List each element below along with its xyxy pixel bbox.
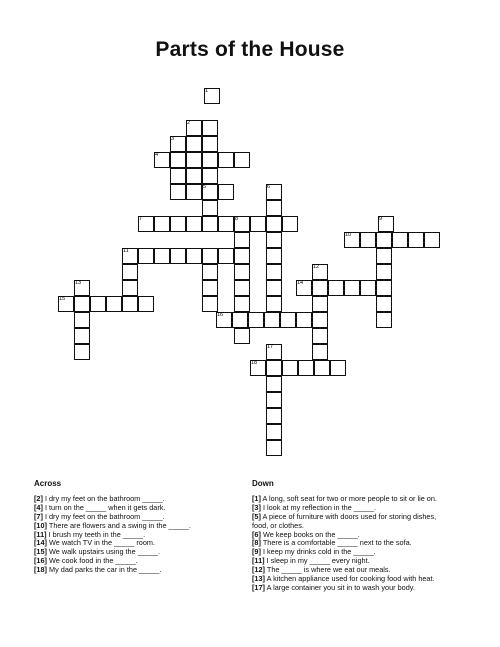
grid-cell[interactable]: [376, 312, 392, 328]
grid-cell[interactable]: [234, 248, 250, 264]
clue-number: 14: [297, 280, 304, 286]
clue-text: I sleep in my _____ every night.: [264, 556, 370, 566]
grid-cell[interactable]: [312, 344, 328, 360]
grid-cell[interactable]: [312, 328, 328, 344]
grid-cell[interactable]: [266, 216, 282, 232]
grid-cell[interactable]: [202, 168, 218, 184]
clue-text: I look at my reflection in the _____.: [260, 502, 377, 512]
clue-number: 13: [75, 280, 82, 286]
clue-number: 8: [235, 216, 239, 222]
clue-number-label: [14]: [34, 538, 47, 548]
grid-cell[interactable]: [232, 312, 248, 328]
clue-number-label: [10]: [34, 520, 47, 530]
grid-cell[interactable]: [266, 296, 282, 312]
clue-text: A large container you sit in to wash your body.: [264, 582, 415, 592]
clue-text: The _____ is where we eat our meals.: [264, 565, 391, 575]
grid-cell[interactable]: [312, 296, 328, 312]
clue-text: I keep my drinks cold in the _____.: [260, 547, 376, 557]
grid-cell[interactable]: [202, 136, 218, 152]
clue-text: food, or clothes.: [252, 520, 304, 530]
grid-cell[interactable]: [234, 152, 250, 168]
clue-number: 5: [203, 184, 207, 190]
down-clues: [252, 480, 482, 593]
down-clue: [252, 584, 482, 593]
grid-cell[interactable]: [186, 136, 202, 152]
grid-cell[interactable]: [74, 312, 90, 328]
grid-cell[interactable]: [106, 296, 122, 312]
grid-cell[interactable]: [266, 200, 282, 216]
grid-cell[interactable]: [266, 360, 282, 376]
grid-cell[interactable]: [74, 328, 90, 344]
grid-cell[interactable]: [170, 216, 186, 232]
grid-cell[interactable]: [376, 296, 392, 312]
clue-number: 17: [267, 344, 274, 350]
clue-number: 3: [171, 136, 175, 142]
page-title: Parts of the House: [155, 38, 345, 61]
clue-number-label: [11]: [252, 556, 265, 566]
grid-cell[interactable]: [328, 280, 344, 296]
grid-cell[interactable]: [264, 312, 280, 328]
clue-number-label: [2]: [34, 493, 43, 503]
grid-cell[interactable]: [202, 216, 218, 232]
grid-cell[interactable]: [266, 392, 282, 408]
clue-text: I turn on the _____ when it gets dark.: [42, 502, 166, 512]
grid-cell[interactable]: [344, 280, 360, 296]
clue-number-label: [12]: [252, 565, 265, 575]
clue-text: There are flowers and a swing in the _____.: [46, 520, 191, 530]
grid-cell[interactable]: [138, 248, 154, 264]
grid-cell[interactable]: [298, 360, 314, 376]
grid-cell[interactable]: [266, 408, 282, 424]
clue-number: 15: [59, 296, 66, 302]
across-heading: Across: [34, 479, 62, 488]
grid-cell[interactable]: [170, 168, 186, 184]
grid-cell[interactable]: [202, 152, 218, 168]
grid-cell[interactable]: [314, 360, 330, 376]
grid-cell[interactable]: [154, 216, 170, 232]
grid-cell[interactable]: [360, 280, 376, 296]
clue-number-label: [9]: [252, 547, 261, 557]
grid-cell[interactable]: [234, 280, 250, 296]
clue-number: 7: [139, 216, 143, 222]
clue-number: 9: [379, 216, 383, 222]
clue-number-label: [11]: [34, 529, 47, 539]
grid-cell[interactable]: [154, 248, 170, 264]
grid-cell[interactable]: [186, 152, 202, 168]
grid-cell[interactable]: [312, 312, 328, 328]
across-clue: [34, 566, 234, 575]
clue-number-label: [3]: [252, 502, 261, 512]
grid-cell[interactable]: [266, 376, 282, 392]
grid-cell[interactable]: [312, 280, 328, 296]
clue-text: A piece of furniture with doors used for storing dishes,: [260, 511, 437, 521]
grid-cell[interactable]: [202, 200, 218, 216]
clue-text: We watch TV in the _____ room.: [46, 538, 156, 548]
grid-cell[interactable]: [266, 264, 282, 280]
grid-cell[interactable]: [330, 360, 346, 376]
clue-number-label: [7]: [34, 511, 43, 521]
grid-cell[interactable]: [170, 184, 186, 200]
clue-number-label: [1]: [252, 493, 261, 503]
grid-cell[interactable]: [122, 296, 138, 312]
clue-text: There is a comfortable _____ next to the sofa.: [260, 538, 412, 548]
clue-number-label: [15]: [34, 547, 47, 557]
grid-cell[interactable]: [186, 216, 202, 232]
grid-cell[interactable]: [138, 296, 154, 312]
grid-cell[interactable]: [248, 312, 264, 328]
clue-text: We keep books on the _____.: [260, 529, 360, 539]
grid-cell[interactable]: [376, 280, 392, 296]
grid-cell[interactable]: [202, 248, 218, 264]
grid-cell[interactable]: [376, 232, 392, 248]
clue-text: A kitchen appliance used for cooking food with heat.: [264, 574, 435, 584]
grid-cell[interactable]: [266, 440, 282, 456]
grid-cell[interactable]: [250, 216, 266, 232]
clue-number-label: [8]: [252, 538, 261, 548]
clue-text: We cook food in the _____.: [46, 556, 138, 566]
grid-cell[interactable]: [218, 216, 234, 232]
grid-cell[interactable]: [170, 152, 186, 168]
grid-cell[interactable]: [186, 248, 202, 264]
grid-cell[interactable]: [376, 264, 392, 280]
across-clues: [34, 480, 234, 575]
clue-number: 12: [313, 264, 320, 270]
grid-cell[interactable]: [360, 232, 376, 248]
grid-cell[interactable]: [74, 296, 90, 312]
grid-cell[interactable]: [392, 232, 408, 248]
grid-cell[interactable]: [408, 232, 424, 248]
grid-cell[interactable]: [266, 232, 282, 248]
clue-text: My dad parks the car in the _____.: [46, 565, 162, 575]
clue-number-label: [5]: [252, 511, 261, 521]
grid-cell[interactable]: [280, 312, 296, 328]
grid-cell[interactable]: [122, 280, 138, 296]
grid-cell[interactable]: [282, 360, 298, 376]
grid-cell[interactable]: [218, 184, 234, 200]
clue-text: We walk upstairs using the _____.: [46, 547, 161, 557]
clue-number-label: [6]: [252, 529, 261, 539]
grid-cell[interactable]: [202, 120, 218, 136]
grid-cell[interactable]: [170, 248, 186, 264]
grid-cell[interactable]: [186, 168, 202, 184]
grid-cell[interactable]: [202, 296, 218, 312]
grid-cell[interactable]: [234, 232, 250, 248]
grid-cell[interactable]: [74, 344, 90, 360]
down-heading: Down: [252, 479, 274, 488]
clue-number-label: [17]: [252, 582, 265, 592]
clue-text: I dry my feet on the bathroom _____.: [42, 511, 165, 521]
grid-cell[interactable]: [234, 264, 250, 280]
clue-number-label: [18]: [34, 565, 47, 575]
clue-number: 6: [267, 184, 271, 190]
grid-cell[interactable]: [266, 248, 282, 264]
clue-text: I dry my feet on the bathroom _____.: [42, 493, 165, 503]
grid-cell[interactable]: [218, 248, 234, 264]
grid-cell[interactable]: [202, 264, 218, 280]
across-clue-list: [34, 495, 234, 575]
grid-cell[interactable]: [282, 216, 298, 232]
clue-number: 4: [155, 152, 159, 158]
clue-text: I brush my teeth in the _____.: [46, 529, 146, 539]
clue-number: 10: [345, 232, 352, 238]
down-clue-list: [252, 495, 482, 593]
clue-number: 18: [251, 360, 258, 366]
grid-cell[interactable]: [186, 184, 202, 200]
clue-number: 2: [187, 120, 191, 126]
grid-cell[interactable]: [296, 312, 312, 328]
grid-cell[interactable]: [266, 424, 282, 440]
clue-text: A long, soft seat for two or more people to sit or lie on.: [260, 493, 437, 503]
grid-cell[interactable]: [424, 232, 440, 248]
grid-cell[interactable]: [122, 264, 138, 280]
grid-cell[interactable]: [234, 296, 250, 312]
clue-number-label: [4]: [34, 502, 43, 512]
grid-cell[interactable]: [202, 280, 218, 296]
grid-cell[interactable]: [234, 328, 250, 344]
grid-cell[interactable]: [218, 152, 234, 168]
grid-cell[interactable]: [90, 296, 106, 312]
clue-number-label: [16]: [34, 556, 47, 566]
clue-number-label: [13]: [252, 574, 265, 584]
grid-cell[interactable]: [266, 280, 282, 296]
clue-number: 11: [123, 248, 129, 254]
grid-cell[interactable]: [376, 248, 392, 264]
clue-number: 1: [205, 88, 209, 94]
clue-number: 16: [217, 312, 224, 318]
